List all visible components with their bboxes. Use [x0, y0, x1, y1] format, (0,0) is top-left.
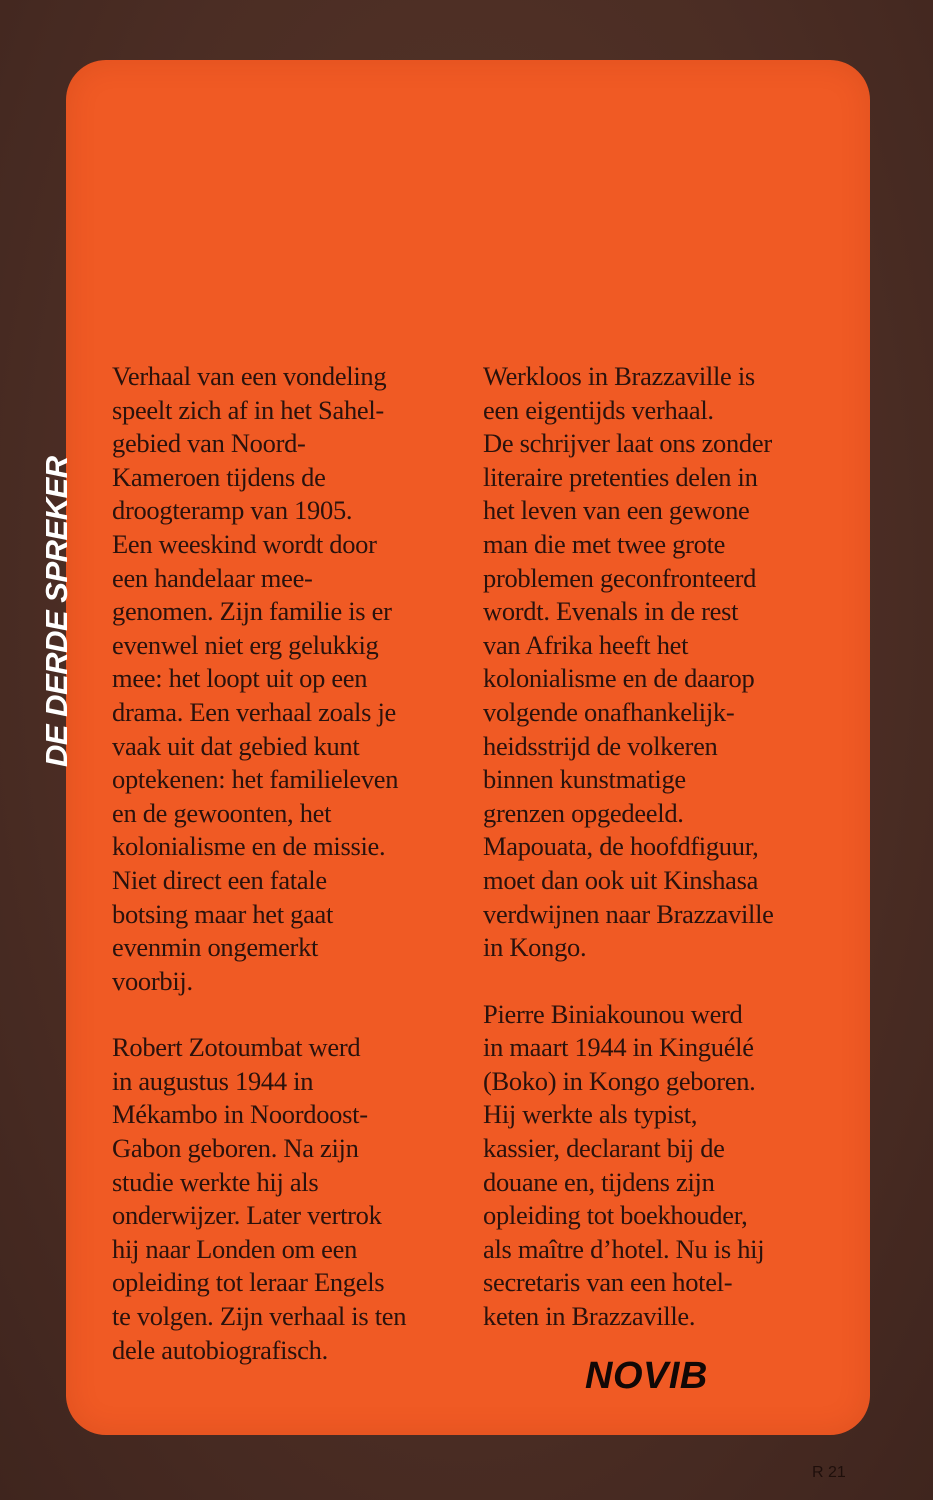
catalog-code: R 21: [812, 1464, 846, 1481]
publisher-logo: NOVIB: [585, 1355, 708, 1397]
right-story-summary: Werkloos in Brazzaville is een eigentijds verhaal. De schrijver laat ons zonder literaire pretenties delen in het leven van een gewone man die met twee grote problemen geconfronteerd wordt. Evenals in de rest van Afrika heeft het kolonialisme en de daarop volgende onafhankelijk- heidsstrijd de volkeren binnen kunstmatige grenzen opgedeeld. Mapouata, de hoofdfiguur, moet dan ook uit Kinshasa verdwijnen naar Brazzaville in Kongo.: [483, 361, 774, 963]
series-title: DE DERDE SPREKER: [39, 456, 74, 767]
right-column: [483, 360, 843, 1334]
left-author-bio: Robert Zotoumbat werd in augustus 1944 in Mékambo in Noordoost- Gabon geboren. Na zijn studie werkte hij als onderwijzer. Later vertrok hij naar Londen om een opleiding tot leraar Engels te volgen. Zijn verhaal is ten dele autobiografisch.: [112, 1032, 407, 1365]
right-author-bio: Pierre Biniakounou werd in maart 1944 in Kinguélé (Boko) in Kongo geboren. Hij werkte als typist, kassier, declarant bij de douane en, tijdens zijn opleiding tot boekhouder, als maître d’hotel. Nu is hij secretaris van een hotel- keten in Brazzaville.: [483, 998, 765, 1332]
left-story-summary: Verhaal van een vondeling speelt zich af in het Sahel- gebied van Noord- Kameroen tijdens de droogteramp van 1905. Een weeskind wordt door een handelaar mee- genomen. Zijn familie is er evenwel niet erg gelukkig mee: het loopt uit op een drama. Een verhaal zoals je vaak uit dat gebied kunt optekenen: het familieleven en de gewoonten, het kolonialisme en de missie. Niet direct een fatale botsing maar het gaat evenmin ongemerkt voorbij.: [112, 361, 399, 996]
left-column: [112, 360, 462, 1367]
